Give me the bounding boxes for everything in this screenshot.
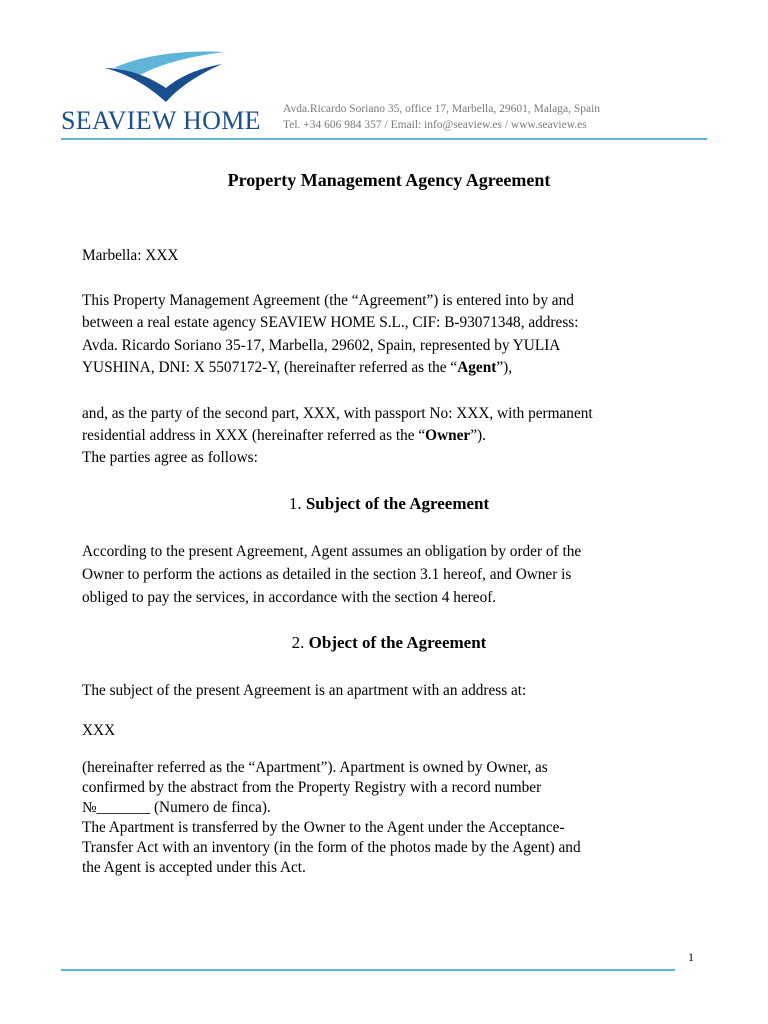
seaview-logo-icon — [104, 46, 229, 108]
section-1-line-2: Owner to perform the actions as detailed in the section 3.1 hereof, and Owner is — [82, 566, 572, 583]
section-1-number: 1. — [288, 494, 302, 513]
agent-term: Agent — [457, 359, 497, 376]
footer-divider — [61, 969, 675, 971]
owner-term: Owner — [425, 427, 471, 444]
section-2-number: 2. — [291, 633, 305, 652]
party2-line-2-text: residential address in XXX (hereinafter referred as the “ — [82, 427, 426, 444]
document-title: Property Management Agency Agreement — [227, 170, 551, 190]
section-2-line-1: The subject of the present Agreement is an apartment with an address at: — [82, 682, 527, 699]
company-contact: Tel. +34 606 984 357 / Email: info@seaview.es / www.seaview.es — [283, 119, 587, 131]
header-divider — [61, 138, 707, 140]
section-2-p2-line-1: (hereinafter referred as the “Apartment”). Apartment is owned by Owner, as — [82, 759, 548, 776]
section-2-p3-line-2: Transfer Act with an inventory (in the form of the photos made by the Agent) and — [82, 839, 581, 856]
intro-line-3: Avda. Ricardo Soriano 35-17, Marbella, 29602, Spain, represented by YULIA — [82, 337, 561, 354]
section-1-line-1: According to the present Agreement, Agent assumes an obligation by order of the — [82, 543, 582, 560]
section-2-p3-line-3: the Agent is accepted under this Act. — [82, 859, 306, 876]
party2-line-2 — [82, 425, 486, 448]
page-number: 1 — [688, 950, 694, 964]
section-2-heading — [0, 633, 768, 653]
intro-line-4 — [82, 357, 512, 380]
place-date: Marbella: XXX — [82, 247, 179, 264]
apartment-address: XXX — [82, 722, 116, 739]
intro-line-4-text: YUSHINA, DNI: X 5507172-Y, (hereinafter referred as the “ — [82, 359, 458, 376]
party2-line-1: and, as the party of the second part, XXX, with passport No: XXX, with permanent — [82, 405, 593, 422]
section-1-title: Subject of the Agreement — [305, 494, 490, 513]
section-2-p2-line-3: №_______ (Numero de finca). — [82, 799, 271, 816]
party2-line-2-end: ”). — [470, 427, 486, 444]
parties-agree: The parties agree as follows: — [82, 449, 258, 466]
section-1-heading — [0, 494, 768, 514]
brand-name: SEAVIEW HOME — [61, 106, 261, 135]
section-2-title: Object of the Agreement — [308, 633, 487, 652]
section-2-p3-line-1: The Apartment is transferred by the Owner to the Agent under the Acceptance- — [82, 819, 565, 836]
intro-line-1: This Property Management Agreement (the “Agreement”) is entered into by and — [82, 292, 574, 309]
section-1-line-3: obliged to pay the services, in accordance with the section 4 hereof. — [82, 589, 497, 606]
section-2-p2-line-2: confirmed by the abstract from the Property Registry with a record number — [82, 779, 542, 796]
intro-line-4-end: ”), — [496, 359, 513, 376]
company-address: Avda.Ricardo Soriano 35, office 17, Marbella, 29601, Malaga, Spain — [283, 103, 601, 115]
intro-line-2: between a real estate agency SEAVIEW HOME S.L., CIF: B-93071348, address: — [82, 314, 579, 331]
